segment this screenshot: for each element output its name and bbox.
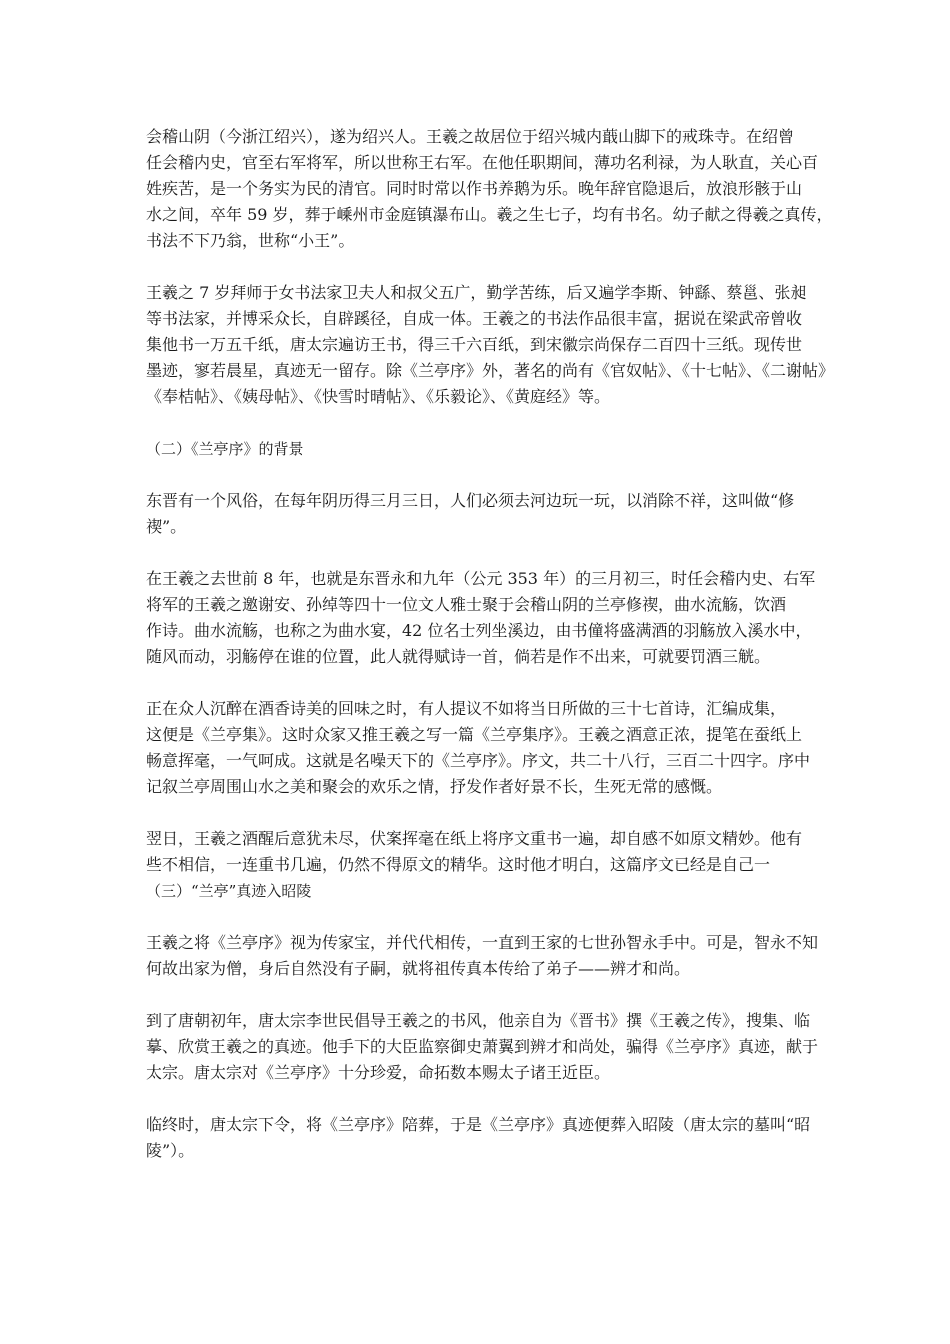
text-line: 随风而动，羽觞停在谁的位置，此人就得赋诗一首，倘若是作不出来，可就要罚酒三觥。 (146, 647, 771, 666)
text-line: 书法不下乃翁，世称“小王”。 (146, 231, 355, 250)
text-line: 太宗。唐太宗对《兰亭序》十分珍爱，命拓数本赐太子诸王近臣。 (146, 1063, 611, 1082)
paragraph-tang-taizong (146, 1008, 818, 1086)
paragraph-gathering (146, 566, 818, 670)
text-line: 摹、欣赏王羲之的真迹。他手下的大臣监察御史萧翼到辨才和尚处，骗得《兰亭序》真迹，献于 (146, 1037, 819, 1056)
paragraph-spacer (146, 800, 818, 826)
text-line: 作诗。曲水流觞，也称之为曲水宴，42 位名士列坐溪边，由书僮将盛满酒的羽觞放入溪水中， (146, 621, 812, 640)
paragraph-spacer (146, 904, 818, 930)
text-line: 等书法家，并博采众长，自辟蹊径，自成一体。王羲之的书法作品很丰富，据说在梁武帝曾收 (146, 309, 803, 328)
text-line: 畅意挥毫，一气呵成。这就是名噪天下的《兰亭序》。序文，共二十八行，三百二十四字。序中 (146, 751, 811, 770)
paragraph-wang-xizhi-bio (146, 124, 833, 254)
paragraph-spacer (146, 540, 818, 566)
paragraph-preface-writing (146, 696, 818, 800)
text-line: 到了唐朝初年，唐太宗李世民倡导王羲之的书风，他亲自为《晋书》撰《王羲之传》，搜集、临 (146, 1011, 811, 1030)
text-line: 集他书一万五千纸，唐太宗遍访王书，得三千六百纸，到宋徽宗尚保存二百四十三纸。现传世 (146, 335, 803, 354)
text-line: 《奉桔帖》、《姨母帖》、《快雪时晴帖》、《乐毅论》、《黄庭经》等。 (146, 387, 611, 406)
paragraph-spacer (146, 1086, 818, 1112)
paragraph-spacer (146, 982, 818, 1008)
text-line: 将军的王羲之邀谢安、孙绰等四十一位文人雅士聚于会稽山阴的兰亭修禊，曲水流觞，饮酒 (146, 595, 787, 614)
paragraph-calligraphy-study (146, 280, 835, 410)
paragraph-spacer (146, 410, 818, 436)
text-line: 禊”。 (146, 517, 187, 536)
text-line: 在王羲之去世前 8 年，也就是东晋永和九年（公元 353 年）的三月初三，时任会稽内史、右军 (146, 569, 816, 588)
text-line: 正在众人沉醉在酒香诗美的回味之时，有人提议不如将当日所做的三十七首诗，汇编成集， (146, 699, 787, 718)
text-line: 姓疾苦，是一个务实为民的清官。同时时常以作书养鹅为乐。晚年辞官隐退后，放浪形骸于山 (146, 179, 803, 198)
text-line: 任会稽内史，官至右军将军，所以世称王右军。在他任职期间，薄功名利禄，为人耿直，关心百 (146, 153, 819, 172)
text-line: 水之间，卒年 59 岁，葬于嵊州市金庭镇瀑布山。羲之生七子，均有书名。幼子献之得羲之真传， (146, 205, 833, 224)
text-line: 王羲之 7 岁拜师于女书法家卫夫人和叔父五广，勤学苦练，后又遍学李斯、钟繇、蔡邕、张昶 (146, 283, 807, 302)
text-line: 墨迹，寥若晨星，真迹无一留存。除《兰亭序》外，著名的尚有《官奴帖》、《十七帖》、《二谢帖》 (146, 361, 835, 380)
text-line: 会稽山阴（今浙江绍兴），遂为绍兴人。王羲之故居位于绍兴城内蕺山脚下的戒珠寺。在绍曾 (146, 127, 795, 146)
section-heading-zhaoling: （三）“兰亭”真迹入昭陵 (146, 882, 312, 900)
text-line: 东晋有一个风俗，在每年阴历得三月三日，人们必须去河边玩一玩，以消除不祥，这叫做“修 (146, 491, 795, 510)
paragraph-custom (146, 488, 818, 540)
paragraph-spacer (146, 670, 818, 696)
text-line: 何故出家为僧，身后自然没有子嗣，就将祖传真本传给了弟子——辨才和尚。 (146, 959, 691, 978)
text-line: 临终时，唐太宗下令，将《兰亭序》陪葬，于是《兰亭序》真迹便葬入昭陵（唐太宗的墓叫“昭 (146, 1115, 811, 1134)
paragraph-heirloom (146, 930, 818, 982)
text-line: 些不相信，一连重书几遍，仍然不得原文的精华。这时他才明白，这篇序文已经是自己一 (146, 855, 771, 874)
section-heading-background: （二）《兰亭序》的背景 (146, 440, 304, 458)
paragraph-burial (146, 1112, 818, 1164)
paragraph-spacer (146, 254, 818, 280)
document-body (146, 124, 835, 1164)
paragraph-spacer (146, 462, 818, 488)
text-line: 记叙兰亭周围山水之美和聚会的欢乐之情，抒发作者好景不长，生死无常的感慨。 (146, 777, 723, 796)
text-line: 这便是《兰亭集》。这时众家又推王羲之写一篇《兰亭集序》。王羲之酒意正浓，提笔在蚕纸上 (146, 725, 803, 744)
text-line: 陵”）。 (146, 1141, 195, 1160)
text-line: 王羲之将《兰亭序》视为传家宝，并代代相传，一直到王家的七世孙智永手中。可是，智永不知 (146, 933, 819, 952)
text-line: 翌日，王羲之酒醒后意犹未尽，伏案挥毫在纸上将序文重书一遍，却自感不如原文精妙。他有 (146, 829, 803, 848)
paragraph-next-day (146, 826, 818, 878)
